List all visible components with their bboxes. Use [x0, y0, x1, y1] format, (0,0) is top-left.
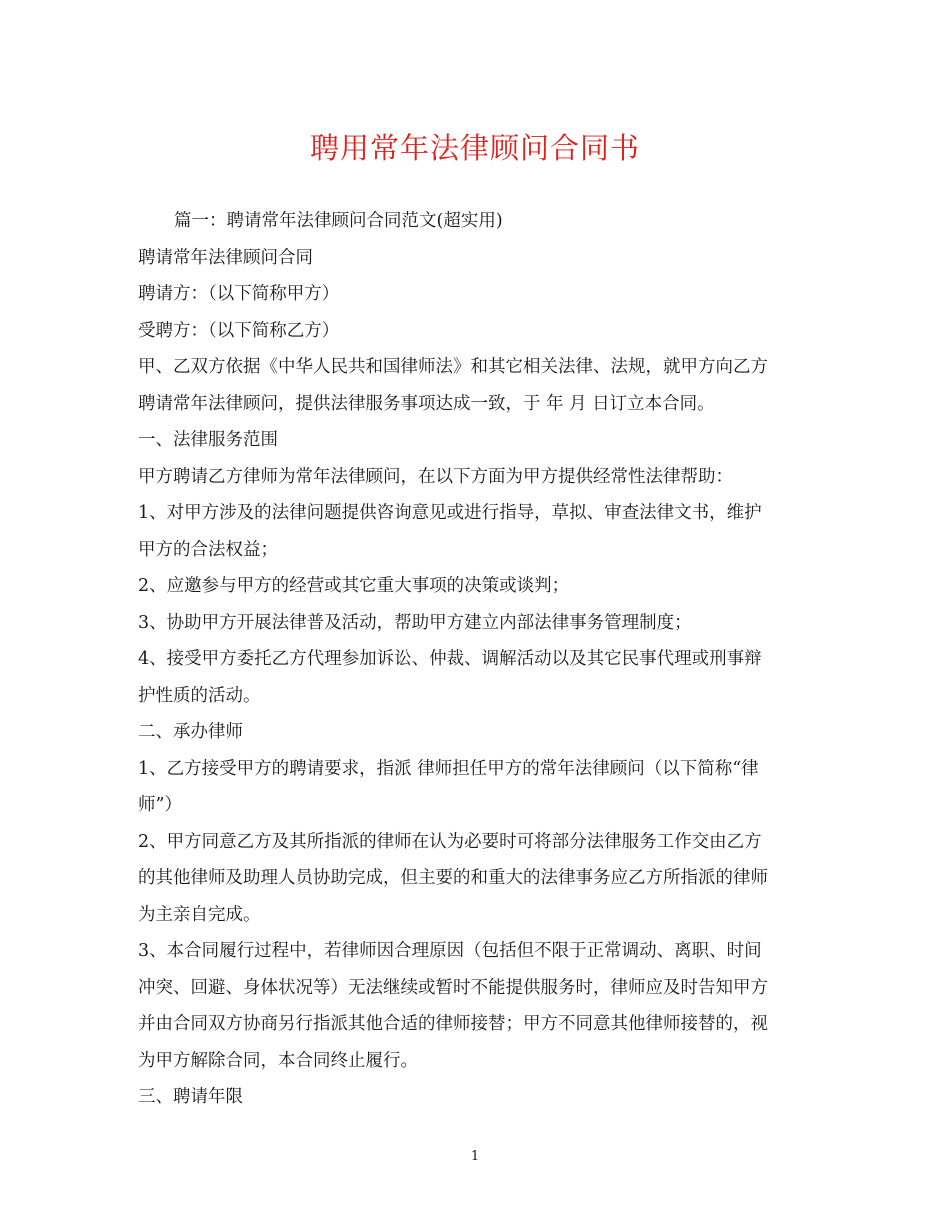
contract-name: 聘请常年法律顾问合同: [138, 247, 313, 268]
text-line: 甲方聘请乙方律师为常年法律顾问，在以下方面为甲方提供经常性法律帮助：: [138, 466, 733, 487]
clause-heading: 一、法律服务范围: [138, 430, 278, 450]
text-line: 师”）: [138, 795, 182, 815]
text-line: 为主亲自完成。: [138, 904, 261, 925]
document-body: [138, 203, 818, 1116]
party-b-line: 受聘方：（以下简称乙方）: [138, 320, 340, 341]
party-a-line: 聘请方：（以下简称甲方）: [138, 284, 340, 304]
text-line: 3、协助甲方开展法律普及活动，帮助甲方建立内部法律事务管理制度；: [138, 612, 692, 633]
text-line: 甲方的合法权益；: [138, 539, 278, 560]
text-line: 4、接受甲方委托乙方代理参加诉讼、仲裁、调解活动以及其它民事代理或刑事辩: [138, 649, 762, 669]
text-line: 聘请常年法律顾问，提供法律服务事项达成一致，于 年 月 日订立本合同。: [138, 393, 715, 414]
text-line: 为甲方解除合同，本合同终止履行。: [138, 1050, 418, 1071]
text-line: 2、应邀参与甲方的经营或其它重大事项的决策或谈判；: [138, 576, 570, 596]
page-number: 1: [470, 1149, 480, 1164]
text-line: 甲、乙双方依据《中华人民共和国律师法》和其它相关法律、法规，就甲方向乙方: [138, 357, 768, 377]
document-title: 聘用常年法律顾问合同书: [309, 131, 640, 165]
text-line: 护性质的活动。: [138, 685, 261, 706]
text-line: 3、本合同履行过程中，若律师因合理原因（包括但不限于正常调动、离职、时间: [138, 941, 762, 961]
text-line: 1、对甲方涉及的法律问题提供咨询意见或进行指导，草拟、审查法律文书，维护: [138, 503, 762, 523]
section-heading: 篇一：聘请常年法律顾问合同范文(超实用): [174, 211, 503, 231]
text-line: 冲突、回避、身体状况等）无法继续或暂时不能提供服务时，律师应及时告知甲方: [138, 977, 768, 998]
text-line: 2、甲方同意乙方及其所指派的律师在认为必要时可将部分法律服务工作交由乙方: [138, 831, 762, 852]
text-line: 的其他律师及助理人员协助完成，但主要的和重大的法律事务应乙方所指派的律师: [138, 868, 768, 888]
clause-heading: 二、承办律师: [138, 722, 243, 742]
clause-heading: 三、聘请年限: [138, 1087, 243, 1107]
text-line: 并由合同双方协商另行指派其他合适的律师接替；甲方不同意其他律师接替的，视: [138, 1014, 768, 1034]
text-line: 1、乙方接受甲方的聘请要求，指派 律师担任甲方的常年法律顾问（以下简称“律: [138, 758, 759, 779]
